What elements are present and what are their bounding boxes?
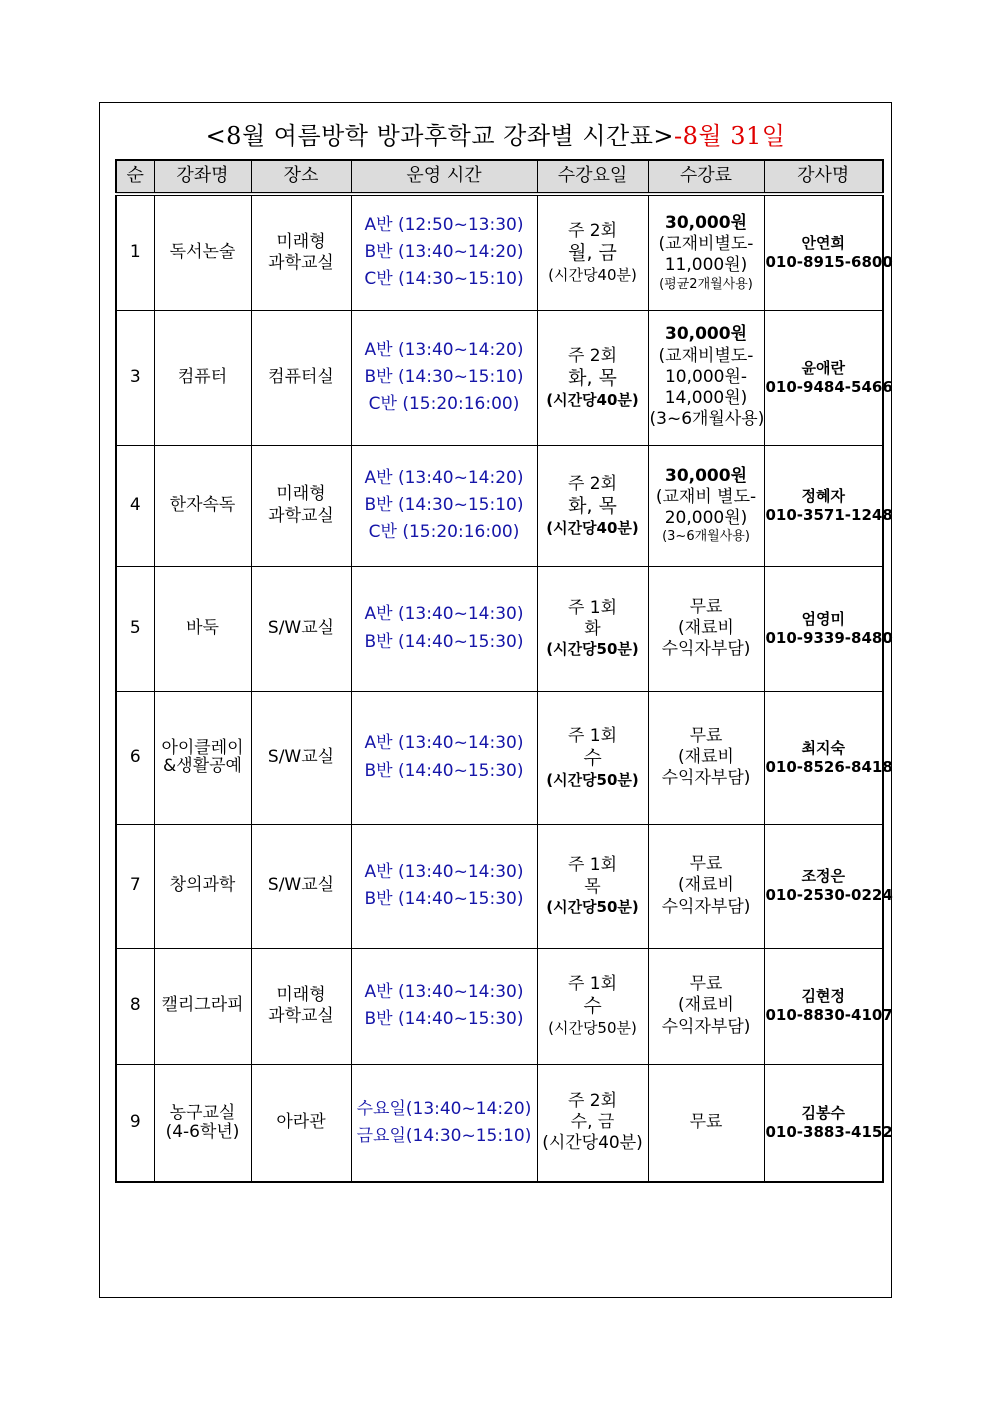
days-freq: 주 1회 — [567, 725, 618, 746]
days-duration: (시간당40분) — [548, 265, 637, 284]
row-number: 7 — [116, 824, 154, 948]
course-name: 캘리그라피 — [154, 948, 251, 1064]
place-line: 과학교실 — [268, 252, 334, 273]
teacher — [764, 691, 893, 824]
place — [251, 566, 351, 691]
table-row — [116, 824, 883, 948]
fee-note: 14,000원) — [664, 388, 748, 409]
teacher-name: 엄영미 — [801, 609, 845, 628]
row-number: 5 — [116, 566, 154, 691]
days-freq: 주 2회 — [567, 1090, 618, 1111]
course-name: 독서논술 — [154, 194, 251, 310]
class-time: B반 (14:40~15:30) — [364, 631, 524, 652]
days-freq: 주 1회 — [567, 855, 618, 876]
teacher — [764, 824, 893, 948]
teacher-phone: 010-8915-6800 — [765, 252, 893, 271]
teacher-name: 조정은 — [801, 867, 845, 886]
class-time: B반 (14:40~15:30) — [364, 889, 524, 909]
class-times — [351, 566, 537, 691]
class-times — [351, 691, 537, 824]
days-freq: 주 2회 — [567, 345, 618, 366]
teacher — [764, 948, 893, 1064]
fee-amount: 무료 — [689, 1112, 723, 1133]
place-line: S/W교실 — [267, 617, 335, 638]
fee-note: (재료비 — [678, 617, 734, 638]
class-times — [351, 194, 537, 310]
teacher — [764, 566, 893, 691]
days-freq: 주 2회 — [567, 473, 618, 494]
course-fee — [648, 566, 764, 691]
days-weekday: 화, 목 — [568, 494, 617, 517]
class-time: B반 (14:40~15:30) — [364, 760, 524, 781]
fee-note: 수익자부담) — [661, 896, 751, 917]
fee-amount: 30,000원 — [664, 212, 748, 233]
fee-note: (평균2개월사용) — [659, 276, 753, 292]
table-row — [116, 310, 883, 445]
table-row — [116, 948, 883, 1064]
fee-note: (재료비 — [678, 746, 734, 767]
header-place: 장소 — [251, 160, 351, 194]
place — [251, 948, 351, 1064]
class-time: B반 (14:40~15:30) — [364, 1009, 524, 1029]
teacher-name: 안연희 — [801, 234, 845, 252]
teacher-name: 김봉수 — [801, 1104, 845, 1122]
fee-note: (교재비별도- — [658, 234, 754, 254]
fee-note: 10,000원- — [664, 366, 748, 387]
table-row — [116, 691, 883, 824]
fee-note: (재료비 — [678, 875, 734, 896]
place — [251, 194, 351, 310]
place-line: 미래형 — [276, 484, 326, 505]
days-weekday: 수, 금 — [570, 1112, 615, 1133]
days-duration: (시간당50분) — [546, 770, 639, 789]
course-fee — [648, 310, 764, 445]
class-time: A반 (13:40~14:20) — [364, 467, 524, 488]
fee-note: 11,000원) — [664, 255, 748, 276]
teacher-phone: 010-9484-5466 — [765, 377, 893, 396]
table-row — [116, 1064, 883, 1182]
class-time: 금요일(14:30~15:10) — [356, 1125, 532, 1146]
header-row — [116, 160, 883, 194]
fee-note: 수익자부담) — [661, 639, 751, 660]
days-duration: (시간당40분) — [546, 518, 639, 537]
teacher — [764, 310, 893, 445]
class-time: A반 (13:40~14:30) — [364, 604, 524, 625]
course-name: 한자속독 — [154, 445, 251, 566]
class-times — [351, 310, 537, 445]
fee-note: 수익자부담) — [661, 1016, 751, 1037]
class-time: 수요일(13:40~14:20) — [356, 1098, 532, 1119]
header-days: 수강요일 — [537, 160, 648, 194]
class-time: C반 (15:20:16:00) — [368, 522, 520, 543]
class-times — [351, 948, 537, 1064]
place-line: 컴퓨터실 — [268, 366, 334, 387]
course-days — [537, 310, 648, 445]
place — [251, 824, 351, 948]
days-freq: 주 1회 — [567, 974, 618, 995]
teacher-phone: 010-8830-4107 — [765, 1006, 893, 1024]
teacher-phone: 010-2530-0224 — [765, 886, 893, 904]
row-number: 6 — [116, 691, 154, 824]
teacher-name: 최지숙 — [801, 738, 845, 757]
course-days — [537, 194, 648, 310]
class-time: A반 (13:40~14:30) — [364, 981, 524, 1002]
course-fee — [648, 194, 764, 310]
course-name: 바둑 — [154, 566, 251, 691]
header-course: 강좌명 — [154, 160, 251, 194]
course-days — [537, 445, 648, 566]
row-number: 8 — [116, 948, 154, 1064]
place-line: 과학교실 — [268, 1006, 334, 1026]
teacher-name: 정혜자 — [801, 486, 845, 505]
course-name: 아이클레이 &생활공예 — [154, 691, 251, 824]
days-duration: (시간당50분) — [548, 1019, 637, 1038]
course-fee — [648, 691, 764, 824]
class-time: B반 (13:40~14:20) — [364, 242, 524, 263]
fee-amount: 무료 — [689, 974, 723, 995]
teacher — [764, 1064, 893, 1182]
teacher-phone: 010-9339-8480 — [765, 628, 893, 647]
class-time: A반 (12:50~13:30) — [364, 214, 524, 235]
days-freq: 주 2회 — [567, 220, 618, 241]
days-weekday: 화 — [584, 619, 601, 640]
course-name: 컴퓨터 — [154, 310, 251, 445]
teacher — [764, 445, 893, 566]
teacher-name: 김현정 — [801, 987, 845, 1006]
table-row — [116, 445, 883, 566]
row-number: 4 — [116, 445, 154, 566]
fee-note: 20,000원) — [664, 508, 748, 528]
place-line: 아라관 — [276, 1112, 326, 1133]
fee-note: (재료비 — [678, 995, 734, 1016]
days-duration: (시간당50분) — [546, 897, 639, 916]
timetable — [115, 159, 893, 1183]
course-fee — [648, 1064, 764, 1182]
header-no: 순 — [116, 160, 154, 194]
class-time: C반 (15:20:16:00) — [368, 394, 520, 415]
fee-note: (3~6개월사용) — [662, 529, 750, 545]
title-main: <8월 여름방학 방과후학교 강좌별 시간표> — [205, 122, 675, 150]
place — [251, 1064, 351, 1182]
course-name: 농구교실 (4-6학년) — [154, 1064, 251, 1182]
course-name: 창의과학 — [154, 824, 251, 948]
days-duration: (시간당40분) — [546, 390, 639, 409]
header-time: 운영 시간 — [351, 160, 537, 194]
class-times — [351, 1064, 537, 1182]
course-days — [537, 948, 648, 1064]
course-fee — [648, 824, 764, 948]
row-number: 3 — [116, 310, 154, 445]
place — [251, 310, 351, 445]
days-weekday: 수 — [583, 995, 602, 1018]
course-days — [537, 566, 648, 691]
teacher-phone: 010-3883-4152 — [765, 1122, 893, 1141]
class-times — [351, 445, 537, 566]
course-days — [537, 691, 648, 824]
teacher-phone: 010-3571-1248 — [765, 505, 893, 524]
row-number: 9 — [116, 1064, 154, 1182]
days-duration: (시간당50분) — [546, 640, 639, 659]
fee-amount: 무료 — [689, 596, 723, 617]
fee-note: (교재비 별도- — [655, 486, 757, 507]
place-line: S/W교실 — [267, 746, 335, 767]
fee-note: (교재비별도- — [658, 345, 754, 366]
teacher — [764, 194, 893, 310]
place — [251, 445, 351, 566]
fee-amount: 무료 — [689, 725, 723, 746]
days-duration: (시간당40분) — [542, 1133, 643, 1154]
row-number: 1 — [116, 194, 154, 310]
days-weekday: 수 — [583, 746, 602, 769]
days-weekday: 월, 금 — [568, 242, 617, 265]
fee-note: 수익자부담) — [661, 768, 751, 789]
class-time: A반 (13:40~14:30) — [364, 733, 524, 754]
days-weekday: 목 — [584, 876, 601, 897]
course-days — [537, 824, 648, 948]
fee-amount: 무료 — [689, 854, 723, 875]
class-time: B반 (14:30~15:10) — [364, 494, 524, 515]
place-line: S/W교실 — [267, 875, 335, 896]
place-line: 미래형 — [276, 231, 326, 252]
header-teacher: 강사명 — [764, 160, 883, 194]
title-date: -8월 31일 — [674, 122, 786, 150]
course-fee — [648, 445, 764, 566]
class-times — [351, 824, 537, 948]
course-fee — [648, 948, 764, 1064]
table-row — [116, 194, 883, 310]
teacher-phone: 010-8526-8418 — [765, 757, 893, 776]
course-days — [537, 1064, 648, 1182]
fee-amount: 30,000원 — [664, 465, 748, 486]
class-time: A반 (13:40~14:30) — [364, 861, 524, 882]
days-freq: 주 1회 — [567, 597, 618, 618]
class-time: B반 (14:30~15:10) — [364, 366, 524, 387]
teacher-name: 윤애란 — [801, 358, 845, 377]
place — [251, 691, 351, 824]
place-line: 미래형 — [276, 984, 326, 1005]
header-fee: 수강료 — [648, 160, 764, 194]
class-time: C반 (14:30~15:10) — [364, 269, 524, 290]
table-row — [116, 566, 883, 691]
fee-amount: 30,000원 — [664, 324, 748, 345]
place-line: 과학교실 — [268, 505, 334, 526]
days-weekday: 화, 목 — [568, 366, 617, 389]
fee-note: (3~6개월사용) — [649, 409, 765, 430]
page-title — [99, 116, 892, 151]
class-time: A반 (13:40~14:20) — [364, 339, 524, 360]
